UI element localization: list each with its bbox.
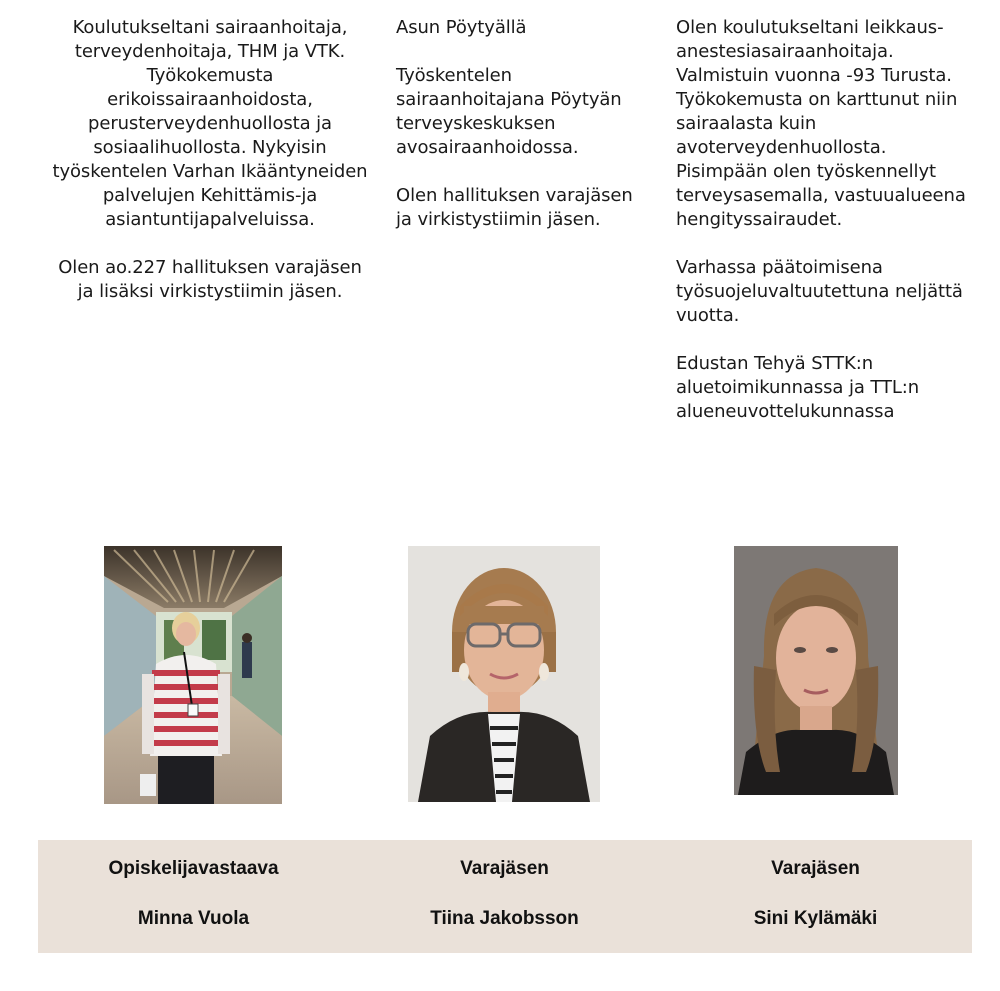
photo-tiina-jakobsson [408,546,600,802]
bio-paragraph: Olen koulutukseltani leikkaus-anestesiasairaanhoitaja. Valmistuin vuonna -93 Turusta. Työkokemusta on karttunut niin sairaalasta kuin avoterveydenhuollosta. Pisimpään olen työskennellyt terveysasemalla, vastuualueena hengityssairaudet. [676,17,966,230]
member-card [660,840,971,953]
member-role: Varajäsen [460,858,549,879]
member-name: Minna Vuola [137,908,250,929]
bio-paragraph: Varhassa päätoimisena työsuojeluvaltuutettuna neljättä vuotta. [676,257,963,326]
photo-sini-kylamaki [734,546,898,795]
member-role: Varajäsen [771,858,860,879]
bio-paragraph: Olen ao.227 hallituksen varajäsen ja lisäksi virkistystiimin jäsen. [58,257,362,302]
photo-minna-vuola [104,546,282,804]
member-role: Opiskelijavastaava [108,858,279,879]
bio-paragraph: Työskentelen sairaanhoitajana Pöytyän terveyskeskuksen avosairaanhoidossa. [396,65,622,158]
bio-column-minna-vuola [50,16,370,328]
bio-paragraph: Edustan Tehyä STTK:n aluetoimikunnassa ja TTL:n alueneuvottelukunnassa [676,353,920,422]
bio-paragraph: Koulutukseltani sairaanhoitaja, terveydenhoitaja, THM ja VTK. Työkokemusta erikoissairaanhoidosta, perusterveydenhuollosta ja sosiaalihuollosta. Nykyisin työskentelen Varhan Ikääntyneiden palvelujen Kehittämis-ja asiantuntijapalveluissa. [52,17,368,230]
member-card [349,840,660,953]
member-name: Sini Kylämäki [753,908,878,929]
bio-column-tiina-jakobsson [396,16,646,256]
bio-column-sini-kylamaki [676,16,966,448]
member-name: Tiina Jakobsson [430,908,579,929]
bio-paragraph: Asun Pöytyällä [396,17,527,38]
bio-paragraph: Olen hallituksen varajäsen ja virkistystiimin jäsen. [396,185,633,230]
member-card [38,840,349,953]
members-footer [38,840,972,953]
